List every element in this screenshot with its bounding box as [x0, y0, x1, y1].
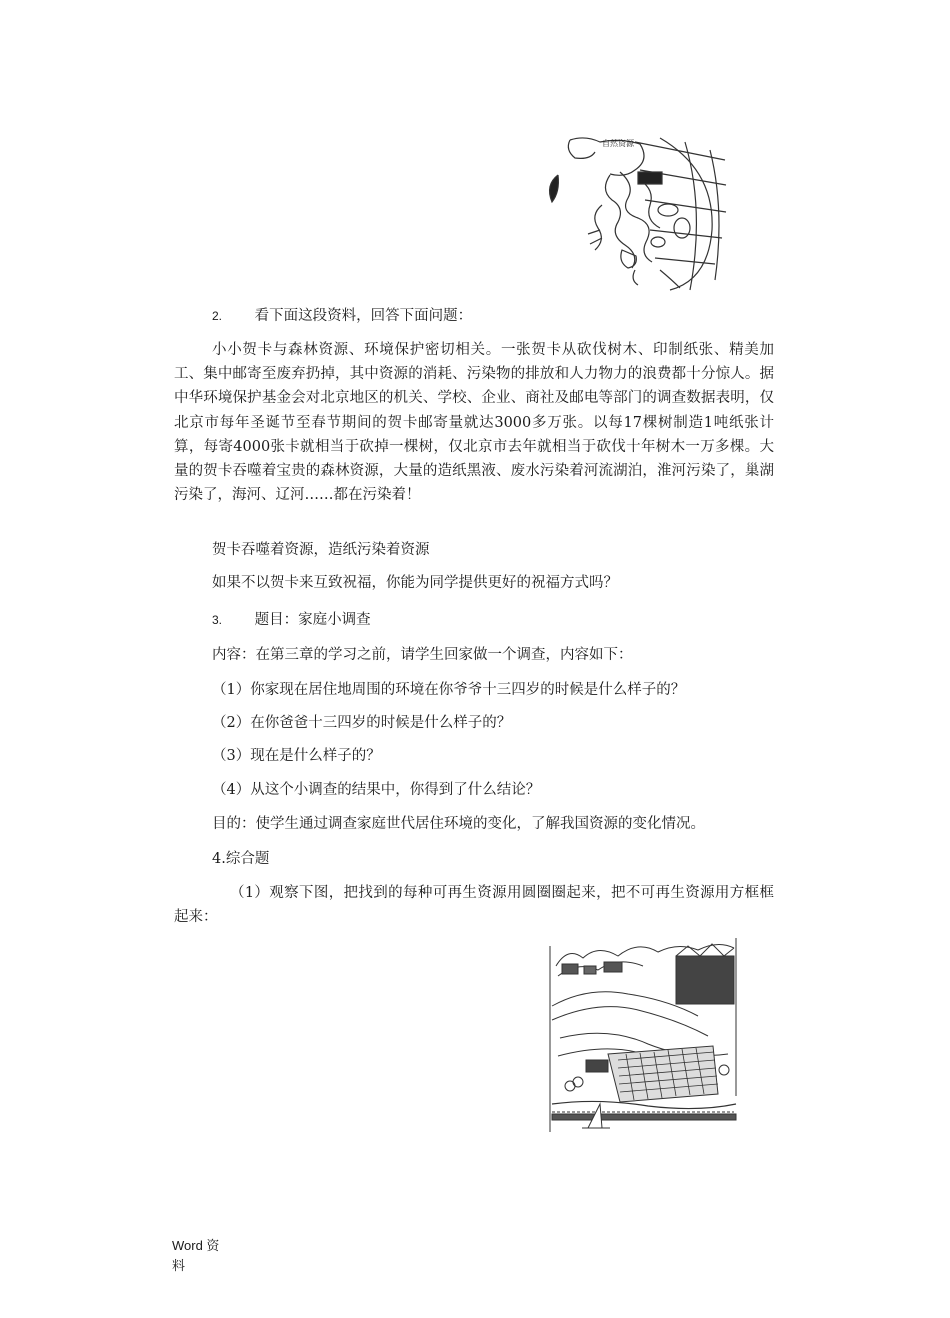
section-3-number: 3. — [212, 613, 223, 627]
natural-resources-illustration — [540, 130, 730, 295]
section-2-title: 看下面这段资料，回答下面问题： — [254, 308, 473, 324]
section-4-question: （1）观察下图，把找到的每种可再生资源用圆圈圈起来，把不可再生资源用方框框起来： — [174, 885, 774, 925]
survey-item-2: （2）在你爸爸十三四岁的时候是什么样子的？ — [212, 715, 512, 731]
footer — [172, 1236, 219, 1276]
section-4-heading: 4.综合题 — [212, 851, 270, 867]
footer-line-1: Word 资 — [172, 1238, 220, 1253]
section-2-line-2: 如果不以贺卡来互致祝福，你能为同学提供更好的祝福方式吗？ — [212, 575, 618, 591]
section-3-heading — [212, 608, 371, 632]
section-2-paragraph: 小小贺卡与森林资源、环境保护密切相关。一张贺卡从砍伐树木、印制纸张、精美加工、集中邮寄至废弃扔掉，其中资源的消耗、污染物的排放和人力物力的浪费都十分惊人。据中华环境保护基金会对北京地区的机关、学校、企业、商社及邮电等部门的调查数据表明，仅北京市每年圣诞节至春节期间的贺卡邮寄量就达3000多万张。以每17棵树制造1吨纸张计算，每寄4000张卡就相当于砍掉一棵树，仅北京市去年就相当于砍伐十年树木一万多棵。大量的贺卡吞噬着宝贵的森林资源，大量的造纸黑液、废水污染着河流湖泊，淮河污染了，巢湖污染了，海河、辽河……都在污染着！ — [174, 342, 774, 504]
section-3-content: 内容：在第三章的学习之前，请学生回家做一个调查，内容如下： — [212, 647, 633, 663]
section-3-title: 题目：家庭小调查 — [254, 612, 371, 628]
survey-item-4: （4）从这个小调查的结果中，你得到了什么结论？ — [212, 782, 541, 798]
landscape-illustration — [548, 936, 740, 1134]
survey-item-1: （1）你家现在居住地周围的环境在你爷爷十三四岁的时候是什么样子的？ — [212, 682, 686, 698]
section-2-line-1: 贺卡吞噬着资源，造纸污染着资源 — [212, 542, 430, 558]
section-2-heading — [212, 304, 472, 328]
survey-item-3: （3）现在是什么样子的？ — [212, 748, 381, 764]
section-3-purpose: 目的：使学生通过调查家庭世代居住环境的变化，了解我国资源的变化情况。 — [212, 816, 705, 832]
figure-caption: 自然资源 — [602, 139, 634, 148]
section-2-number: 2. — [212, 309, 223, 323]
footer-line-2: 料 — [172, 1258, 186, 1273]
